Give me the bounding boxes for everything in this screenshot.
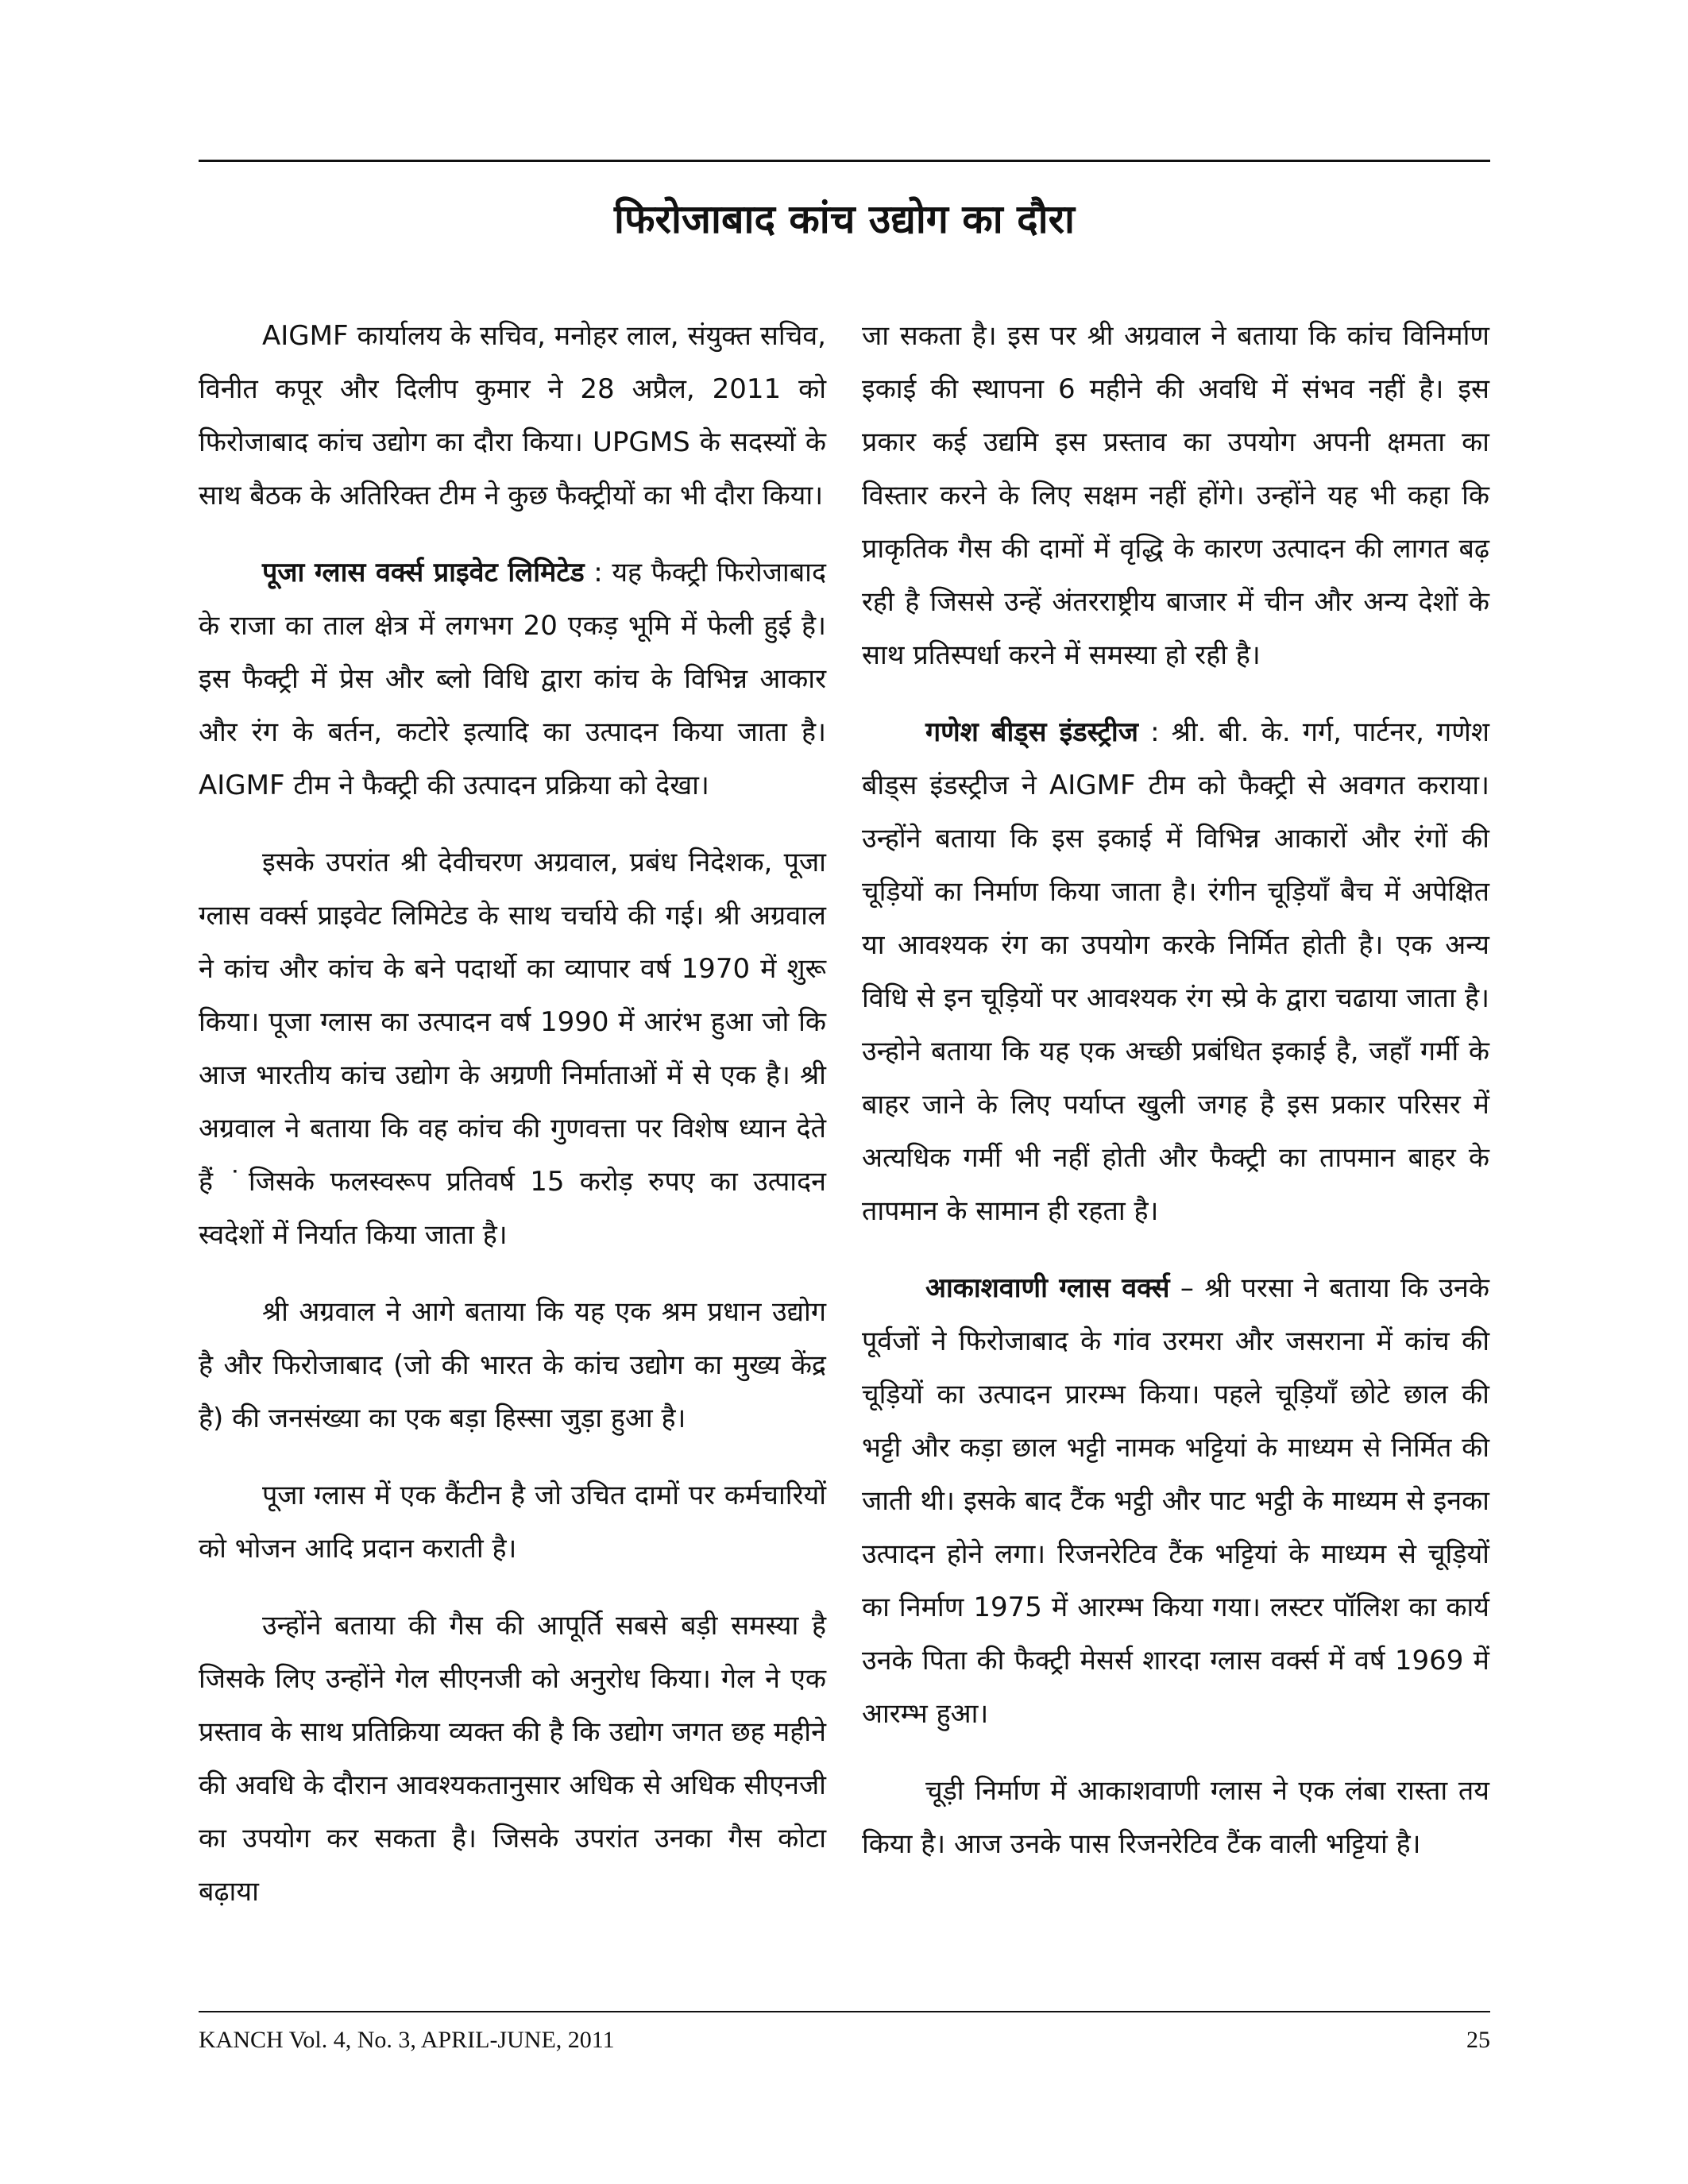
journal-footer: KANCH Vol. 4, No. 3, APRIL-JUNE, 2011 — [199, 2027, 615, 2053]
paragraph — [862, 1262, 1489, 1741]
paragraph-text: : श्री. बी. के. गर्ग, पार्टनर, गणेश बीड्स इंडस्ट्रीज ने AIGMF टीम को फैक्ट्री से अवगत कराया। उन्होंने बताया कि इस इकाई में विभिन्न आकारों और रंगों की चूड़ियों का निर्माण किया जाता है। रंगीन चूड़ियाँ बैच में अपेक्षित या आवश्यक रंग का उपयोग करके निर्मित होती है। एक अन्य विधि से इन चूड़ियों पर आवश्यक रंग स्प्रे के द्वारा चढाया जाता है। उन्होने बताया कि यह एक अच्छी प्रबंधित इकाई है, जहाँ गर्मी के बाहर जाने के लिए पर्याप्त खुली जगह है इस प्रकार परिसर में अत्यधिक गर्मी भी नहीं होती और फैक्ट्री का तापमान बाहर के तापमान के सामान ही रहता है। — [862, 716, 1489, 1227]
paragraph: श्री अग्रवाल ने आगे बताया कि यह एक श्रम प्रधान उद्योग है और फिरोजाबाद (जो की भारत के कांच उद्योग का मुख्य केंद्र है) की जनसंख्या का एक बड़ा हिस्सा जुड़ा हुआ है। — [199, 1296, 826, 1434]
paragraph-text: : यह फैक्ट्री फिरोजाबाद के राजा का ताल क्षेत्र में लगभग 20 एकड़ भूमि में फेली हुई है। इस फैक्ट्री में प्रेस और ब्लो विधि द्वारा कांच के विभिन्न आकार और रंग के बर्तन, कटोरे इत्यादि का उत्पादन किया जाता है। AIGMF टीम ने फैक्ट्री की उत्पादन प्रक्रिया को देखा। — [199, 557, 827, 801]
paragraph: इसके उपरांत श्री देवीचरण अग्रवाल, प्रबंध निदेशक, पूजा ग्लास वर्क्स प्राइवेट लिमिटेड के साथ चर्चाये की गई। श्री अग्रवाल ने कांच और कांच के बने पदार्थो का व्यापार वर्ष 1970 में शुरू किया। पूजा ग्लास का उत्पादन वर्ष 1990 में आरंभ हुआ जो कि आज भारतीय कांच उद्योग के अग्रणी निर्माताओं में से एक है। श्री अग्रवाल ने बताया कि वह कांच की गुणवत्ता पर विशेष ध्यान देते हैं ˙जिसके फलस्वरूप प्रतिवर्ष 15 करोड़ रुपए का उत्पादन स्वदेशों में निर्यात किया जाता है। — [199, 847, 826, 1251]
paragraph: चूड़ी निर्माण में आकाशवाणी ग्लास ने एक लंबा रास्ता तय किया है। आज उनके पास रिजनरेटिव टैंक वाली भट्टियां है। — [862, 1775, 1489, 1860]
bottom-rule — [199, 2011, 1490, 2012]
paragraph — [199, 546, 826, 812]
top-rule — [199, 160, 1490, 162]
company-heading: आकाशवाणी ग्लास वर्क्स — [925, 1272, 1170, 1304]
right-column — [862, 310, 1489, 1895]
paragraph: AIGMF कार्यालय के सचिव, मनोहर लाल, संयुक्त सचिव, विनीत कपूर और दिलीप कुमार ने 28 अप्रैल, 2011 को फिरोजाबाद कांच उद्योग का दौरा किया। UPGMS के सदस्यों के साथ बैठक के अतिरिक्त टीम ने कुछ फैक्ट्रीयों का भी दौरा किया। — [199, 320, 826, 511]
page-number: 25 — [1466, 2027, 1490, 2053]
paragraph: जा सकता है। इस पर श्री अग्रवाल ने बताया कि कांच विनिर्माण इकाई की स्थापना 6 महीने की अवधि में संभव नहीं है। इस प्रकार कई उद्यमि इस प्रस्ताव का उपयोग अपनी क्षमता का विस्तार करने के लिए सक्षम नहीं होंगे। उन्होंने यह भी कहा कि प्राकृतिक गैस की दामों में वृद्धि के कारण उत्पादन की लागत बढ़ रही है जिससे उन्हें अंतरराष्ट्रीय बाजार में चीन और अन्य देशों के साथ प्रतिस्पर्धा करने में समस्या हो रही है। — [862, 320, 1489, 671]
left-column — [199, 310, 826, 1943]
paragraph — [862, 706, 1489, 1238]
paragraph-text: – श्री परसा ने बताया कि उनके पूर्वजों ने फिरोजाबाद के गांव उरमरा और जसराना में कांच की चूड़ियों का उत्पादन प्रारम्भ किया। पहले चूड़ियाँ छोटे छाल की भट्टी और कड़ा छाल भट्टी नामक भट्टियां के माध्यम से निर्मित की जाती थी। इसके बाद टैंक भट्ठी और पाट भट्ठी के माध्यम से इनका उत्पादन होने लगा। रिजनरेटिव टैंक भट्टियां के माध्यम से चूड़ियों का निर्माण 1975 में आरम्भ किया गया। लस्टर पॉलिश का कार्य उनके पिता की फैक्ट्री मेसर्स शारदा ग्लास वर्क्स में वर्ष 1969 में आरम्भ हुआ। — [862, 1272, 1489, 1730]
paragraph: उन्होंने बताया की गैस की आपूर्ति सबसे बड़ी समस्या है जिसके लिए उन्होंने गेल सीएनजी को अनुरोध किया। गेल ने एक प्रस्ताव के साथ प्रतिक्रिया व्यक्त की है कि उद्योग जगत छह महीने की अवधि के दौरान आवश्यकतानुसार अधिक से अधिक सीएनजी का उपयोग कर सकता है। जिसके उपरांत उनका गैस कोटा बढ़ाया — [199, 1610, 826, 1908]
paragraph: पूजा ग्लास में एक कैंटीन है जो उचित दामों पर कर्मचारियों को भोजन आदि प्रदान कराती है। — [199, 1480, 826, 1565]
article-title: फिरोजाबाद कांच उद्योग का दौरा — [614, 196, 1075, 242]
company-heading: पूजा ग्लास वर्क्स प्राइवेट लिमिटेड — [262, 557, 585, 588]
company-heading: गणेश बीड्स इंडस्ट्रीज — [925, 716, 1138, 748]
